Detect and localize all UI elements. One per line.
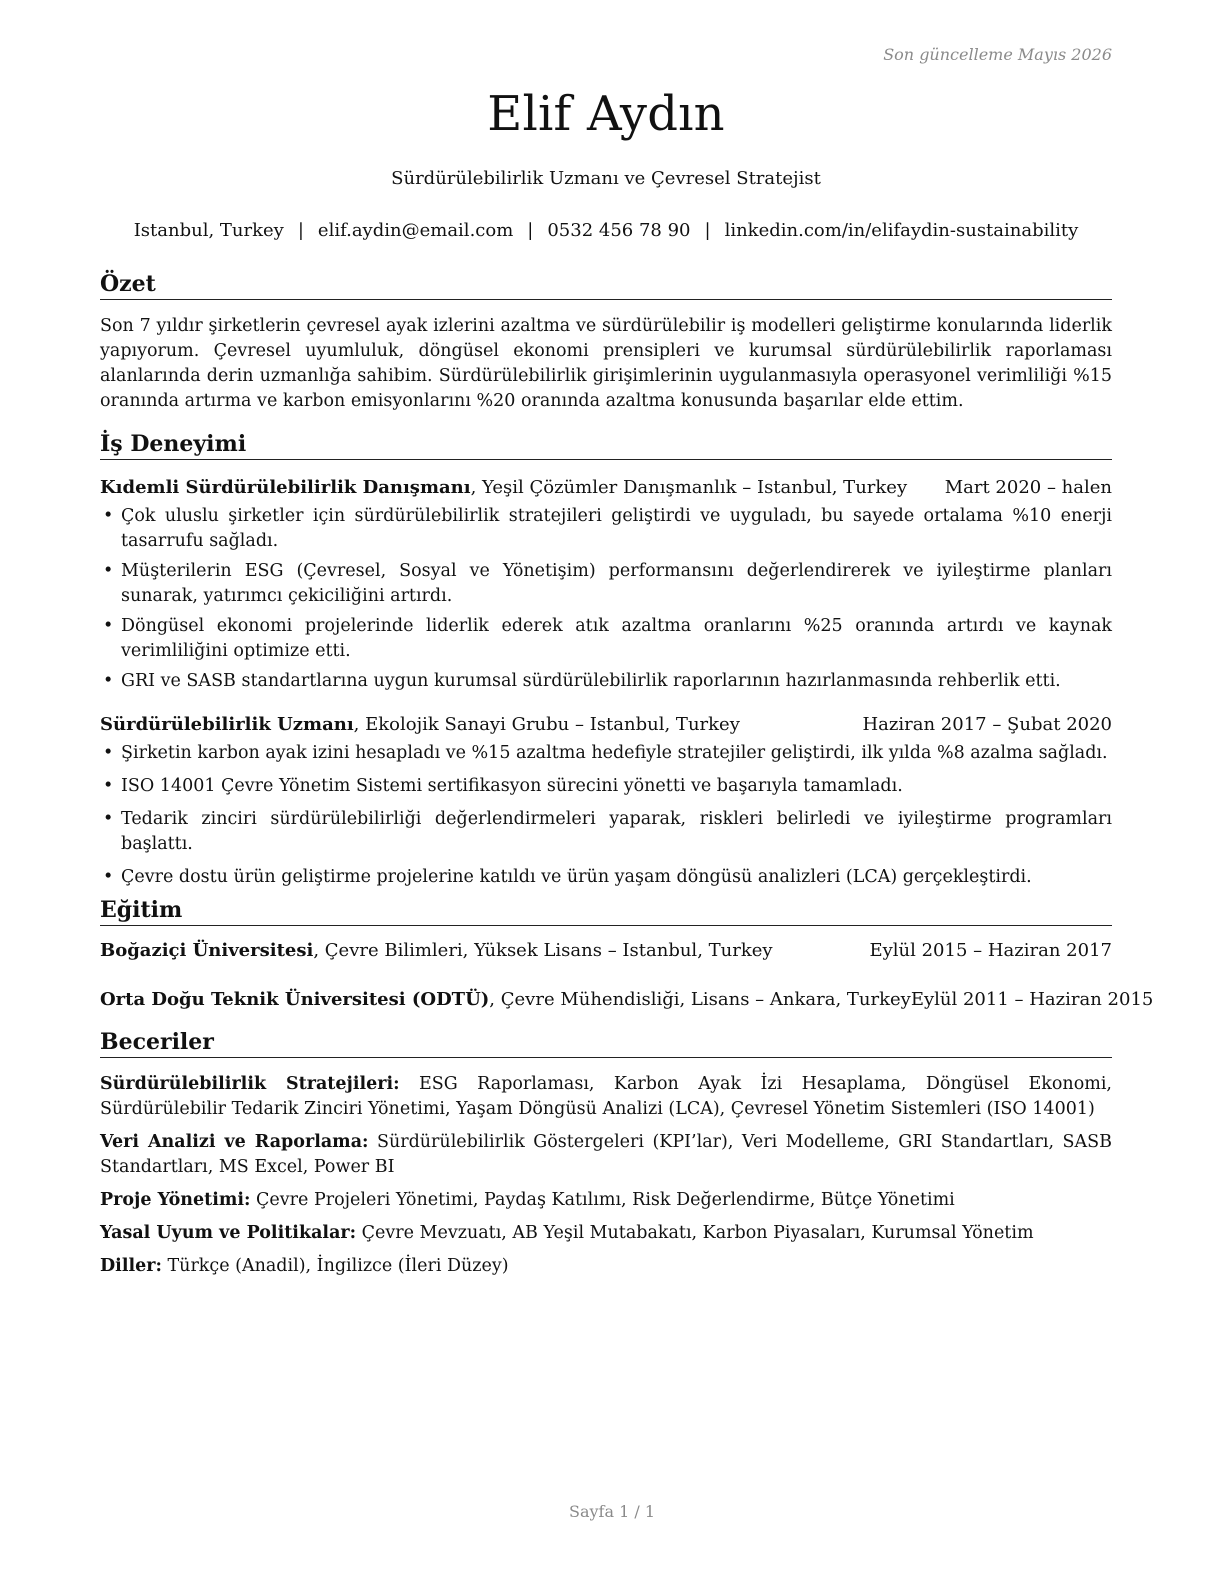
bullet-text: GRI ve SASB standartlarına uygun kurumsal sürdürülebilirlik raporlarının hazırlanmasında rehberlik etti. (121, 671, 1061, 691)
education-school: Boğaziçi Üniversitesi (100, 940, 314, 961)
contact-line (100, 220, 1112, 241)
skill-label: Proje Yönetimi: (100, 1190, 251, 1210)
job-role: Kıdemli Sürdürülebilirlik Danışmanı (100, 477, 471, 498)
skills-list (100, 1072, 1112, 1279)
job-org: , Ekolojik Sanayi Grubu – Istanbul, Turkey (353, 714, 740, 735)
contact-separator: | (297, 220, 304, 241)
skill-text: Türkçe (Anadil), İngilizce (İleri Düzey) (161, 1256, 509, 1276)
job-org: , Yeşil Çözümler Danışmanlık – Istanbul, Turkey (470, 477, 908, 498)
summary-section (100, 270, 1112, 414)
section-title-summary: Özet (100, 270, 1112, 300)
skill-text: ESG Raporlaması, Karbon Ayak İzi Hesaplama, Döngüsel Ekonomi, Sürdürülebilir Tedarik Zinciri Yönetimi, Yaşam Döngüsü Analizi (LCA), Çevresel Yönetim Sistemleri (ISO 14001) (100, 1074, 1112, 1119)
bullet-text: Döngüsel ekonomi projelerinde liderlik ederek atık azaltma oranlarını %25 oranında artırdı ve kaynak verimliliğini optimize etti. (121, 616, 1112, 661)
skill-text: Sürdürülebilirlik Göstergeleri (KPI’lar), Veri Modelleme, GRI Standartları, SASB Standartları, MS Excel, Power BI (100, 1132, 1112, 1177)
job-header (100, 475, 1112, 500)
skill-row (100, 1130, 1112, 1180)
bullet-icon: • (103, 506, 114, 526)
education-dates: Eylül 2015 – Haziran 2017 (869, 940, 1112, 961)
contact-separator: | (704, 220, 711, 241)
list-item (100, 774, 1112, 799)
bullet-icon: • (103, 809, 114, 829)
job-bullets (100, 504, 1112, 694)
job-bullets (100, 741, 1112, 890)
education-section (100, 896, 1154, 1012)
contact-phone: 0532 456 78 90 (547, 220, 691, 241)
bullet-icon: • (103, 616, 114, 636)
bullet-icon: • (103, 671, 114, 691)
education-school: Orta Doğu Teknik Üniversitesi (ODTÜ) (100, 989, 490, 1010)
job-header (100, 712, 1112, 737)
contact-location: Istanbul, Turkey (133, 220, 284, 241)
job-dates: Haziran 2017 – Şubat 2020 (862, 714, 1112, 735)
education-dates: Eylül 2011 – Haziran 2015 (910, 989, 1154, 1010)
bullet-icon: • (103, 776, 114, 796)
bullet-text: Çevre dostu ürün geliştirme projelerine katıldı ve ürün yaşam döngüsü analizleri (LCA) gerçekleştirdi. (121, 867, 1032, 887)
skill-label: Diller: (100, 1256, 162, 1276)
bullet-icon: • (103, 867, 114, 887)
list-item (100, 614, 1112, 664)
contact-linkedin[interactable]: linkedin.com/in/elifaydin-sustainability (724, 220, 1079, 241)
summary-text: Son 7 yıldır şirketlerin çevresel ayak izlerini azaltma ve sürdürülebilir iş modelleri geliştirme konularında liderlik yapıyorum. Çevresel uyumluluk, döngüsel ekonomi prensipleri ve kurumsal sürdürülebilirlik raporlaması alanlarında derin uzmanlığa sahibim. Sürdürülebilirlik girişimlerinin uygulanmasıyla operasyonel verimliliği %15 oranında artırma ve karbon emisyonlarını %20 oranında azaltma konusunda başarılar elde ettim. (100, 316, 1112, 411)
skill-row (100, 1072, 1112, 1122)
job-role: Sürdürülebilirlik Uzmanı (100, 714, 354, 735)
bullet-text: Tedarik zinciri sürdürülebilirliği değerlendirmeleri yaparak, riskleri belirledi ve iyileştirme programları başlattı. (121, 809, 1112, 854)
bullet-text: Çok uluslu şirketler için sürdürülebilirlik stratejileri geliştirdi ve uyguladı, bu sayede ortalama %10 enerji tasarrufu sağladı. (121, 506, 1112, 551)
education-detail: , Çevre Mühendisliği, Lisans – Ankara, Turkey (489, 989, 911, 1010)
section-title-experience: İş Deneyimi (100, 430, 1112, 460)
bullet-icon: • (103, 561, 114, 581)
skill-row (100, 1221, 1112, 1246)
page-number: Sayfa 1 / 1 (568, 1502, 655, 1521)
skill-row (100, 1188, 1112, 1213)
section-title-skills: Beceriler (100, 1028, 1112, 1058)
education-entry (100, 987, 1154, 1012)
education-detail: , Çevre Bilimleri, Yüksek Lisans – Istanbul, Turkey (313, 940, 773, 961)
skill-text: Çevre Mevzuatı, AB Yeşil Mutabakatı, Karbon Piyasaları, Kurumsal Yönetim (356, 1223, 1034, 1243)
section-title-education: Eğitim (100, 896, 1112, 926)
candidate-name: Elif Aydın (487, 86, 725, 142)
contact-separator: | (527, 220, 534, 241)
skill-label: Sürdürülebilirlik Stratejileri: (100, 1074, 400, 1094)
job-dates: Mart 2020 – halen (944, 477, 1112, 498)
education-entry (100, 938, 1112, 963)
experience-section (100, 430, 1112, 898)
list-item (100, 865, 1112, 890)
bullet-icon: • (103, 743, 114, 763)
skill-label: Veri Analizi ve Raporlama: (100, 1132, 369, 1152)
bullet-text: Şirketin karbon ayak izini hesapladı ve %15 azaltma hedefiyle stratejiler geliştirdi, ilk yılda %8 azalma sağladı. (121, 743, 1108, 763)
list-item (100, 559, 1112, 609)
skills-section (100, 1028, 1112, 1287)
skill-row (100, 1254, 1112, 1279)
contact-email[interactable]: elif.aydin@email.com (317, 220, 514, 241)
candidate-headline: Sürdürülebilirlik Uzmanı ve Çevresel Stratejist (391, 168, 821, 189)
skill-label: Yasal Uyum ve Politikalar: (100, 1223, 357, 1243)
job-entry (100, 475, 1112, 694)
list-item (100, 669, 1112, 694)
job-entry (100, 712, 1112, 890)
skill-text: Çevre Projeleri Yönetimi, Paydaş Katılımı, Risk Değerlendirme, Bütçe Yönetimi (250, 1190, 955, 1210)
list-item (100, 807, 1112, 857)
last-updated: Son güncelleme Mayıs 2026 (883, 45, 1112, 64)
list-item (100, 741, 1112, 766)
bullet-text: Müşterilerin ESG (Çevresel, Sosyal ve Yönetişim) performansını değerlendirerek ve iyileştirme planları sunarak, yatırımcı çekiciliğini artırdı. (121, 561, 1112, 606)
bullet-text: ISO 14001 Çevre Yönetim Sistemi sertifikasyon sürecini yönetti ve başarıyla tamamladı. (121, 776, 903, 796)
list-item (100, 504, 1112, 554)
